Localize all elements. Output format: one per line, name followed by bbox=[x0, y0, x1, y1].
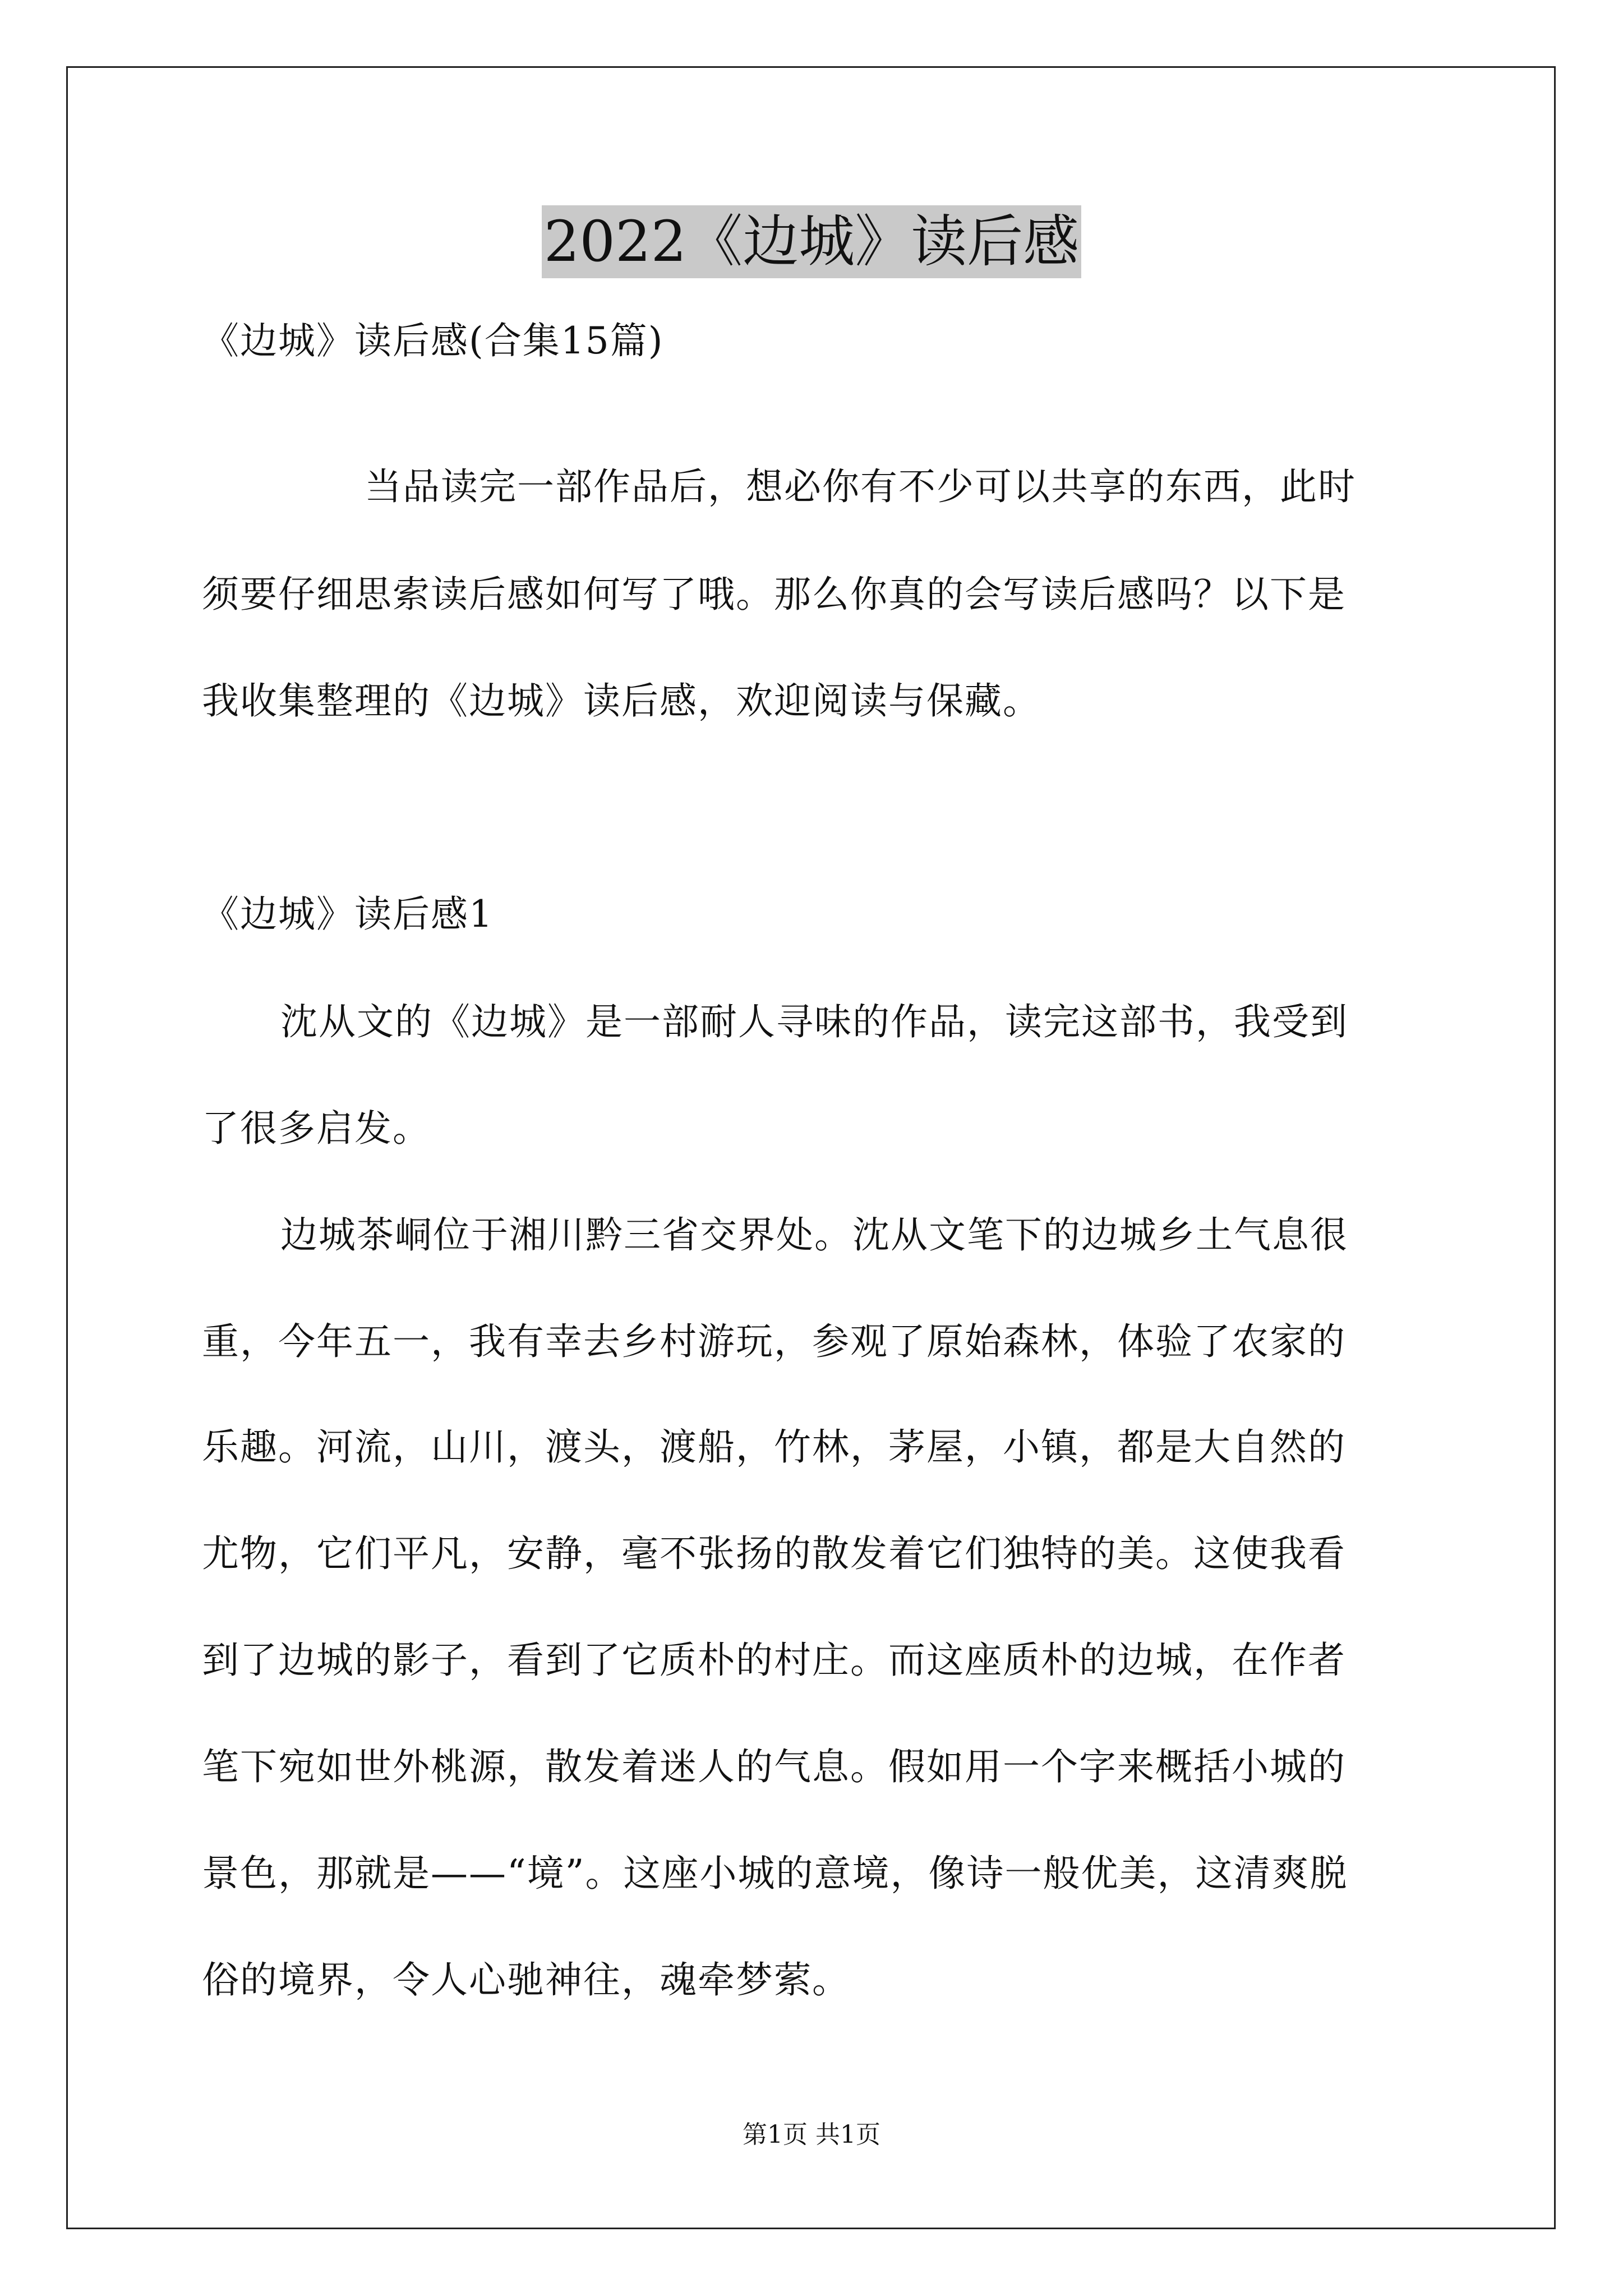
para2-line-6: 笔下宛如世外桃源，散发着迷人的气息。假如用一个字来概括小城的 bbox=[202, 1745, 1346, 1788]
intro-line-1: 当品读完一部作品后，想必你有不少可以共享的东西，此时 bbox=[365, 465, 1356, 508]
para2-line-2: 重，今年五一，我有幸去乡村游玩，参观了原始森林，体验了农家的 bbox=[202, 1320, 1346, 1363]
para1-line-2: 了很多启发。 bbox=[202, 1107, 431, 1150]
para2-line-3: 乐趣。河流，山川，渡头，渡船，竹林，茅屋，小镇，都是大自然的 bbox=[202, 1425, 1346, 1469]
collection-subtitle: 《边城》读后感(合集15篇) bbox=[202, 319, 664, 362]
document-title-text: 2022《边城》读后感 bbox=[542, 205, 1082, 278]
para2-line-5: 到了边城的影子，看到了它质朴的村庄。而这座质朴的边城，在作者 bbox=[202, 1639, 1346, 1682]
intro-line-2: 须要仔细思索读后感如何写了哦。那么你真的会写读后感吗？以下是 bbox=[202, 573, 1346, 616]
page-footer: 第1页 共1页 bbox=[743, 2120, 880, 2149]
document-title bbox=[0, 205, 1623, 278]
para2-line-4: 尤物，它们平凡，安静，毫不张扬的散发着它们独特的美。这使我看 bbox=[202, 1532, 1346, 1575]
para2-line-8: 俗的境界，令人心驰神往，魂牵梦萦。 bbox=[202, 1958, 850, 2001]
section-heading: 《边城》读后感1 bbox=[202, 892, 494, 936]
para2-line-1: 边城茶峒位于湘川黔三省交界处。沈从文笔下的边城乡土气息很 bbox=[280, 1213, 1348, 1257]
para2-line-7: 景色，那就是——“境”。这座小城的意境，像诗一般优美，这清爽脱 bbox=[202, 1852, 1348, 1895]
intro-line-3: 我收集整理的《边城》读后感，欢迎阅读与保藏。 bbox=[202, 679, 1041, 723]
para1-line-1: 沈从文的《边城》是一部耐人寻味的作品，读完这部书，我受到 bbox=[280, 1000, 1348, 1043]
